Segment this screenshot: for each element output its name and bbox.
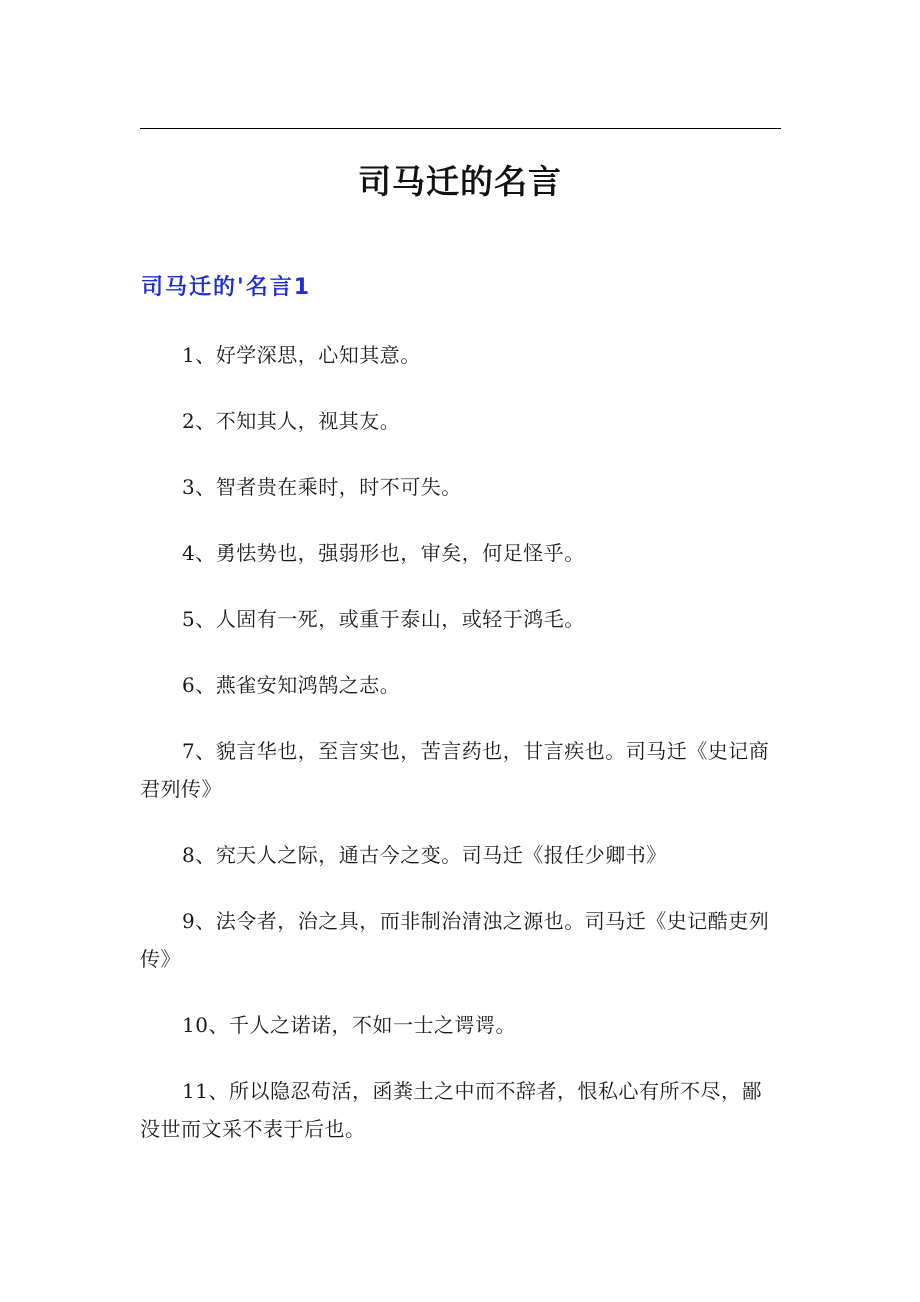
quote-item-5: 5、人固有一死，或重于泰山，或轻于鸿毛。	[182, 607, 585, 631]
quote-item-10: 10、千人之诺诺，不如一士之谔谔。	[182, 1013, 516, 1037]
quote-item-4: 4、勇怯势也，强弱形也，审矣，何足怪乎。	[182, 541, 585, 565]
quote-item-7: 7、貌言华也，至言实也，苦言药也，甘言疾也。司马迁《史记商君列传》	[140, 739, 770, 801]
quote-list	[140, 336, 781, 1176]
quote-item-8: 8、究天人之际，通古今之变。司马迁《报任少卿书》	[182, 843, 667, 867]
page-title: 司马迁的名言	[358, 162, 562, 201]
quote-item-2: 2、不知其人，视其友。	[182, 409, 401, 433]
quote-item-1: 1、好学深思，心知其意。	[182, 343, 421, 367]
quote-item-9: 9、法令者，治之具，而非制治清浊之源也。司马迁《史记酷吏列传》	[140, 909, 770, 971]
quote-item-3: 3、智者贵在乘时，时不可失。	[182, 475, 462, 499]
quote-item-6: 6、燕雀安知鸿鹄之志。	[182, 673, 401, 697]
section-heading: 司马迁的'名言1	[141, 275, 312, 300]
quote-item-11: 11、所以隐忍苟活，函粪土之中而不辞者，恨私心有所不尽，鄙没世而文采不表于后也。	[140, 1079, 762, 1141]
header-divider	[140, 128, 781, 129]
